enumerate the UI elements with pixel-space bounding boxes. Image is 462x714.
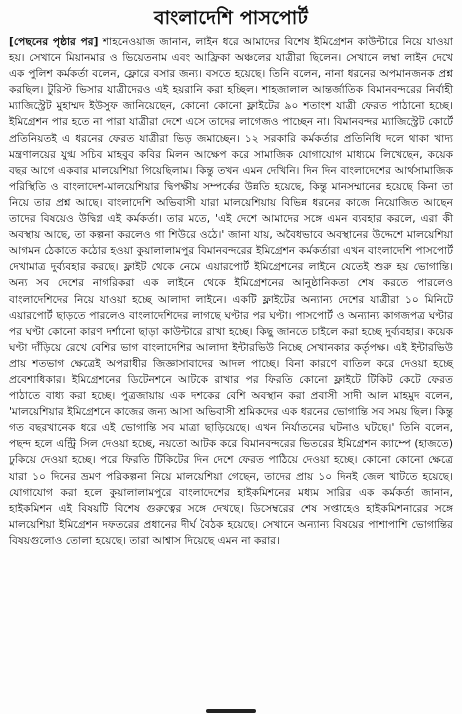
page-edge-mark: [206, 709, 256, 713]
article-body: [9, 34, 453, 549]
continued-from-marker: [পেছনের পৃষ্ঠার পর]: [9, 36, 99, 48]
article-text: শাহনেওয়াজ জানান, লাইন ধরে আমাদের বিশেষ ইমিগ্রেশন কাউন্টারে নিয়ে যাওয়া হয়। সেখানে মিয়ানমার ও ভিয়েতনাম এবং আফ্রিকা অঞ্চলের যাত্রীরা ছিলেন। সেখানে লম্বা লাইন দেখে এক পুলিশ কর্মকর্তা বলেন, ফ্লোরে বসার জন্য। বসতে হয়েছে। তিনি বলেন, নানা ধরনের অপমানজনক প্রশ্ন করছিল। টুরিস্ট ভিসার যাত্রীদেরও এই হয়রানি করা হচ্ছিল। শাহজালাল আন্তর্জাতিক বিমানবন্দরের নির্বাহী ম্যাজিস্ট্রেট মুহাম্মদ ইউসুফ জানিয়েছেন, কোনো কোনো ফ্লাইটের ৯০ শতাংশ যাত্রী ফেরত পাঠানো হচ্ছে। ইমিগ্রেশন পার হতে না পারা যাত্রীরা দেশে এসে তাদের লাগেজও পাচ্ছেন না। বিমানবন্দর ম্যাজিস্ট্রেট কোর্টে প্রতিনিয়তই এ ধরনের ফেরত যাত্রীরা ভিড় জমাচ্ছেন। ১২ সরকারি কর্মকর্তার প্রতিনিধি দলে থাকা খাদ্য মন্ত্রণালয়ের যুগ্ম সচিব মাহবুব কবির মিলন আক্ষেপ করে সামাজিক যোগাযোগ মাধ্যমে লিখেছেন, কয়েক বছর আগে একবার মালয়েশিয়া গিয়েছিলাম। কিন্তু তখন এমন দেখিনি। দিন দিন বাংলাদেশের আর্থসামাজিক পরিস্থিতি ও বাংলাদেশ-মালয়েশিয়ার দ্বিপক্ষীয় সম্পর্কের উন্নতি হয়েছে, কিন্তু মানসম্মানের হয়েছে কিনা তা নিয়ে তার প্রশ্ন আছে। বাংলাদেশি অভিবাসী যারা মালয়েশিয়ায় বিভিন্ন ধরনের কাজে নিয়োজিত আছেন তাদের বিষয়েও উদ্বিগ্ন এই কর্মকর্তা। তার মতে, 'এই দেশে আমাদের সঙ্গে এমন ব্যবহার করলে, এরা কী অবস্থায় আছে, তা কল্পনা করলেও গা শিউরে ওঠে।' জানা যায়, অবৈধভাবে অবস্থানের উদ্দেশে মালয়েশিয়া আগমন ঠেকাতে কঠোর হওয়া কুয়ালালামপুর বিমানবন্দরের ইমিগ্রেশন কর্মকর্তারা এখন বাংলাদেশি পাসপোর্ট দেখামাত্র দুর্ব্যবহার করছে। ফ্লাইট থেকে নেমে এয়ারপোর্ট ইমিগ্রেশনের লাইনে যেতেই শুরু হয় ভোগান্তি। অন্য সব দেশের নাগরিকরা এক লাইনে থেকে ইমিগ্রেশনের আনুষ্ঠানিকতা শেষ করতে পারলেও বাংলাদেশিদের নিয়ে যাওয়া হচ্ছে আলাদা লাইনে। একটি ফ্লাইটের অন্যান্য দেশের যাত্রীরা ১০ মিনিটে এয়ারপোর্ট ছাড়তে পারলেও বাংলাদেশিদের লাগছে ঘণ্টার পর ঘণ্টা। পাসপোর্ট ও অন্যান্য কাগজপত্র ঘণ্টার পর ঘণ্টা কোনো কারণ দর্শানো ছাড়া কাউন্টারে রাখা হচ্ছে। কিছু জানতে চাইলে করা হচ্ছে দুর্ব্যবহার। কয়েক ঘণ্টা দাঁড়িয়ে রেখে বেশির ভাগ বাংলাদেশির আলাদা ইন্টারভিউ নিচ্ছে সেখানকার কর্তৃপক্ষ। এই ইন্টারভিউ প্রায় শতভাগ ক্ষেত্রেই অপরাধীর জিজ্ঞাসাবাদের আদল পাচ্ছে। বিনা কারণে বাতিল করে দেওয়া হচ্ছে প্রবেশাধিকার। ইমিগ্রেশনের ডিটেনশনে আটকে রাখার পর ফিরতি কোনো ফ্লাইটে টিকিট কেটে ফেরত পাঠাতে বাধ্য করা হচ্ছে। পুত্রজায়ায় এক দশকের বেশি অবস্থান করা প্রবাসী সাদী আল মাহমুদ বলেন, 'মালয়েশিয়ার ইমিগ্রেশনে কাজের জন্য আসা অভিবাসী শ্রমিকদের এক ধরনের ভোগান্তি সব সময় ছিল। কিন্তু গত বছরখানেক ধরে এই ভোগান্তি সব মাত্রা ছাড়িয়েছে। এখন নির্যাতনের ঘটনাও ঘটছে।' তিনি বলেন, পছন্দ হলে এন্ট্রি সিল দেওয়া হচ্ছে, নয়তো আটক করে বিমানবন্দরের ভিতরের ইমিগ্রেশন ক্যাম্পে (হাজতে) ঢুকিয়ে দেওয়া হচ্ছে। পরে ফিরতি টিকিটের দিন দেশে ফেরত পাঠিয়ে দেওয়া হচ্ছে। কোনো কোনো ক্ষেত্রে যারা ১০ দিনের ভ্রমণ পরিকল্পনা নিয়ে মালয়েশিয়া গেছেন, তাদের প্রায় ১০ দিনই জেল খাটতে হয়েছে। যোগাযোগ করা হলে কুয়ালালামপুরে বাংলাদেশের হাইকমিশনের মধ্যম সারির এক কর্মকর্তা জানান, হাইকমিশন এই বিষয়টি বিশেষ গুরুত্বের সঙ্গে দেখছে। ডিসেম্বরের শেষ সপ্তাহেও হাইকমিশনারের সঙ্গে মালয়েশিয়া ইমিগ্রেশন দফতরের প্রধানের দীর্ঘ বৈঠক হয়েছে। সেখানে অন্যান্য বিষয়ের পাশাপাশি ভোগান্তির বিষয়গুলোও তোলা হয়েছে। তারা আশ্বাস দিয়েছে এমন না করার।: [9, 36, 453, 547]
article-headline: বাংলাদেশি পাসপোর্ট: [154, 7, 308, 29]
